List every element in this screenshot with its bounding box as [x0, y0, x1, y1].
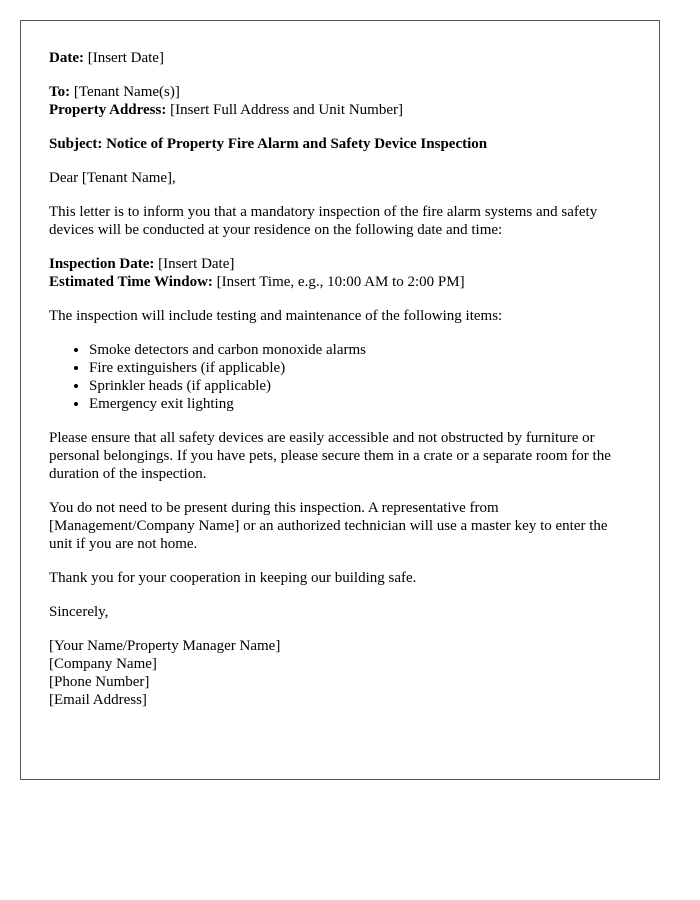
list-item: • Sprinkler heads (if applicable) [89, 377, 631, 395]
schedule-block [49, 255, 631, 291]
to-value: [Tenant Name(s)] [73, 84, 180, 100]
presence-paragraph: You do not need to be present during this inspection. A representative from [Management/Company Name] or an authorized technician will use a master key to enter the unit if you are not home. [49, 500, 608, 552]
date-line [49, 49, 631, 67]
time-window-label: Estimated Time Window: [49, 274, 213, 290]
list-item: • Emergency exit lighting [89, 395, 631, 413]
closing: Sincerely, [49, 604, 109, 620]
list-item: • Fire extinguishers (if applicable) [89, 359, 631, 377]
date-value: [Insert Date] [87, 50, 164, 66]
signature-email: [Email Address] [49, 692, 147, 708]
signature-phone: [Phone Number] [49, 674, 150, 690]
property-address-value: [Insert Full Address and Unit Number] [170, 102, 403, 118]
to-line [49, 83, 631, 101]
inspection-date-value: [Insert Date] [158, 256, 235, 272]
property-address-label: Property Address: [49, 102, 167, 118]
time-window-line [49, 273, 631, 291]
letter-page [20, 20, 660, 780]
intro-paragraph: This letter is to inform you that a mandatory inspection of the fire alarm systems and safety devices will be conducted at your residence on the following date and time: [49, 204, 598, 238]
list-item: • Smoke detectors and carbon monoxide alarms [89, 341, 631, 359]
to-label: To: [49, 84, 71, 100]
property-address-line [49, 101, 631, 119]
subject-line [49, 135, 631, 153]
subject-text: Subject: Notice of Property Fire Alarm and Safety Device Inspection [49, 136, 488, 152]
inspection-date-label: Inspection Date: [49, 256, 155, 272]
inspection-date-line [49, 255, 631, 273]
thanks-paragraph: Thank you for your cooperation in keeping our building safe. [49, 570, 417, 586]
access-paragraph: Please ensure that all safety devices are easily accessible and not obstructed by furniture or personal belongings. If you have pets, please secure them in a crate or a separate room for the duration of the inspection. [49, 430, 611, 482]
items-intro: The inspection will include testing and maintenance of the following items: [49, 308, 503, 324]
signature-name: [Your Name/Property Manager Name] [49, 638, 281, 654]
inspection-items-list [49, 341, 631, 413]
time-window-value: [Insert Time, e.g., 10:00 AM to 2:00 PM] [216, 274, 465, 290]
signature-company: [Company Name] [49, 656, 157, 672]
recipient-block [49, 83, 631, 119]
salutation: Dear [Tenant Name], [49, 170, 176, 186]
date-label: Date: [49, 50, 84, 66]
signature-block [49, 637, 631, 709]
